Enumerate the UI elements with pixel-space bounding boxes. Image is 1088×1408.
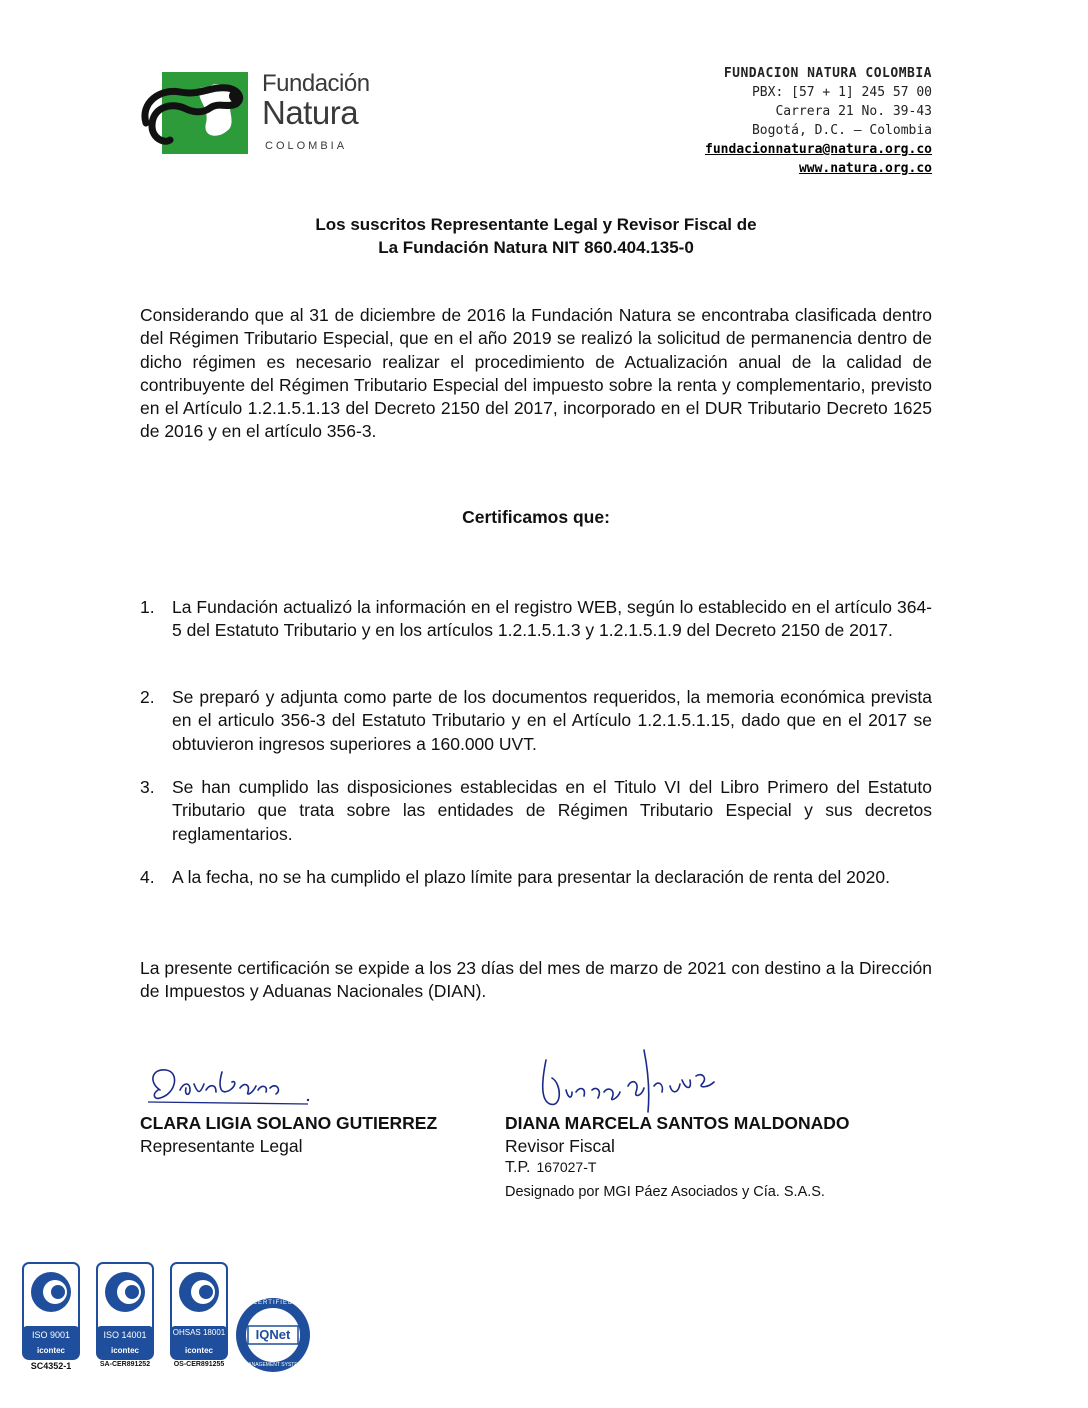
iso-9001-badge xyxy=(22,1262,80,1374)
address: Carrera 21 No. 39-43 xyxy=(775,104,932,119)
tp-label: T.P. xyxy=(505,1159,531,1176)
signature-diana xyxy=(532,1040,722,1120)
list-item-text: La Fundación actualizó la información en el registro WEB, según lo establecido en el artículo 364-5 del Estatuto Tributario y en los artículos 1.2.1.5.1.3 y 1.2.1.5.1.9 del Decreto 2150 de 2017. xyxy=(172,597,932,641)
ohsas-18001-badge xyxy=(170,1262,228,1374)
website-link[interactable]: www.natura.org.co xyxy=(798,161,932,176)
logo-text-colombia: COLOMBIA xyxy=(265,140,348,152)
list-item xyxy=(140,596,932,643)
badge-standard: ISO 14001 xyxy=(103,1330,147,1340)
phone: PBX: [57 + 1] 245 57 00 xyxy=(751,85,932,100)
fundacion-natura-logo xyxy=(140,68,380,158)
badge-code: SA-CER891252 xyxy=(99,1361,151,1368)
logo-text-natura: Natura xyxy=(262,94,359,131)
badge-org: icontec xyxy=(110,1346,139,1355)
signer-name-fiscal-reviewer: DIANA MARCELA SANTOS MALDONADO xyxy=(505,1113,850,1133)
professional-card xyxy=(505,1159,596,1177)
badge-org: icontec xyxy=(184,1346,213,1355)
list-item-number: 1. xyxy=(140,597,155,617)
list-item-text: A la fecha, no se ha cumplido el plazo límite para presentar la declaración de renta del 2020. xyxy=(172,867,890,887)
badge-org: icontec xyxy=(36,1346,65,1355)
email-link[interactable]: fundacionnatura@natura.org.co xyxy=(705,142,932,157)
signer-name-legal-rep: CLARA LIGIA SOLANO GUTIERREZ xyxy=(140,1113,438,1133)
iqnet-badge xyxy=(234,1296,312,1374)
signer-role-legal-rep: Representante Legal xyxy=(140,1136,303,1156)
designated-by: Designado por MGI Páez Asociados y Cía. S.A.S. xyxy=(505,1184,825,1200)
list-item-text: Se han cumplido las disposiciones establecidas en el Titulo VI del Libro Primero del Estatuto Tributario que trata sobre las entidades de Régimen Tributario Especial y sus decretos reglamentarios. xyxy=(172,777,932,844)
signer-role-fiscal-reviewer: Revisor Fiscal xyxy=(505,1136,615,1156)
tp-number: 167027-T xyxy=(536,1159,597,1175)
iso-14001-badge xyxy=(96,1262,154,1374)
badge-code: SC4352-1 xyxy=(30,1361,72,1371)
city: Bogotá, D.C. – Colombia xyxy=(751,123,932,138)
document-title xyxy=(140,213,932,259)
closing-paragraph: La presente certificación se expide a los 23 días del mes de marzo de 2021 con destino a la Dirección de Impuestos y Aduanas Nacionales (DIAN). xyxy=(140,958,932,1002)
list-item xyxy=(140,776,932,846)
title-line-1: Los suscritos Representante Legal y Revisor Fiscal de xyxy=(315,215,757,234)
list-item-text: Se preparó y adjunta como parte de los documentos requeridos, la memoria económica prevista en el articulo 356-3 del Estatuto Tributario y en el Artículo 1.2.1.5.1.15, dado que en el 2017 se obtuvieron ingresos superiores a 160.000 UVT. xyxy=(172,687,932,754)
logo-text-fundacion: Fundación xyxy=(262,70,370,97)
badge-standard: OHSAS 18001 xyxy=(172,1328,226,1337)
badge-certified: CERTIFIED xyxy=(252,1300,294,1306)
contact-block xyxy=(705,64,932,178)
badge-management-system: MANAGEMENT SYSTEM xyxy=(244,1362,302,1368)
cert-heading: Certificamos que: xyxy=(462,507,610,527)
icontec-icon xyxy=(170,1262,228,1374)
signature-clara xyxy=(140,1060,315,1115)
icontec-icon xyxy=(22,1262,80,1374)
list-item-number: 3. xyxy=(140,777,155,797)
icontec-icon xyxy=(96,1262,154,1374)
list-item xyxy=(140,686,932,756)
badge-code: OS-CER891255 xyxy=(173,1361,225,1368)
intro-paragraph: Considerando que al 31 de diciembre de 2016 la Fundación Natura se encontraba clasificada dentro del Régimen Tributario Especial, que en el año 2019 se realizó la solicitud de permanencia dentro de dicho régimen es necesario realizar el procedimiento de Actualización anual de la calidad de contribuyente del Régimen Tributario Especial del impuesto sobre la renta y complementario, previsto en el Artículo 1.2.1.5.1.13 del Decreto 2150 del 2017, incorporado en el DUR Tributario Decreto 1625 de 2016 y en el artículo 356-3. xyxy=(140,305,932,442)
badge-iqnet-label: IQNet xyxy=(255,1327,291,1342)
title-line-2: La Fundación Natura NIT 860.404.135-0 xyxy=(378,238,694,257)
list-item xyxy=(140,866,932,889)
badge-standard: ISO 9001 xyxy=(31,1330,71,1340)
list-item-number: 4. xyxy=(140,867,155,887)
list-item-number: 2. xyxy=(140,687,155,707)
org-name: FUNDACION NATURA COLOMBIA xyxy=(723,66,932,81)
